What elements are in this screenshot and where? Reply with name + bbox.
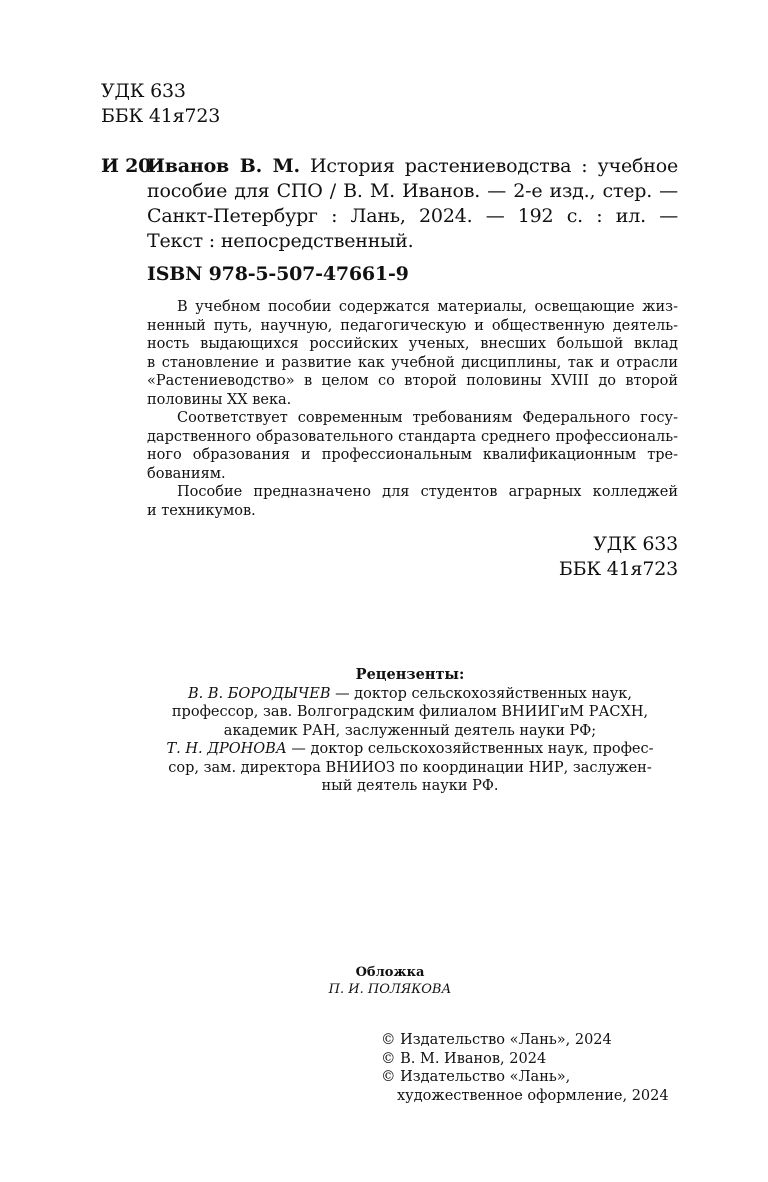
copyright-line-1: © Издательство «Лань», 2024 bbox=[381, 1032, 612, 1048]
annotation-p1-line: В учебном пособии содержатся материалы, освещающие жиз- bbox=[177, 299, 678, 315]
top-classification bbox=[101, 79, 220, 129]
annotation-p2-line: ного образования и профессиональным квалификационным тре- bbox=[147, 447, 678, 463]
cover-credit bbox=[290, 964, 490, 998]
annotation-p1-line: в становление и развитие как учебной дисциплины, так и отрасли bbox=[147, 354, 678, 371]
reviewer-2-title: — доктор сельскохозяйственных наук, профес- bbox=[286, 741, 654, 757]
bottom-udk: УДК 633 bbox=[593, 533, 678, 555]
annotation-p1-line: «Растениеводство» в целом со второй половины XVIII до второй bbox=[147, 373, 678, 389]
annotation bbox=[147, 298, 678, 520]
annotation-p2-line: Соответствует современным требованиям Федерального госу- bbox=[177, 410, 678, 426]
cover-label: Обложка bbox=[355, 965, 425, 980]
bottom-bbk: ББК 41я723 bbox=[558, 558, 678, 580]
copyright-line-4: художественное оформление, 2024 bbox=[397, 1087, 669, 1104]
copyright-block bbox=[381, 1031, 669, 1105]
reviewer-1-line-3: академик РАН, заслуженный деятель науки РФ; bbox=[223, 722, 597, 739]
reviewer-2-line-3: ный деятель науки РФ. bbox=[321, 778, 499, 794]
author-sign: И 20 bbox=[101, 155, 152, 177]
top-udk: УДК 633 bbox=[101, 80, 186, 102]
reviewer-1-title: — доктор сельскохозяйственных наук, bbox=[330, 685, 632, 702]
annotation-p1-line: ность выдающихся российских ученых, внесших большой вклад bbox=[147, 336, 678, 352]
bibliographic-record bbox=[147, 154, 678, 254]
annotation-p1-line: ненный путь, научную, педагогическую и общественную деятель- bbox=[147, 317, 678, 334]
biblio-author: Иванов В. М. bbox=[147, 155, 300, 177]
copyright-line-3: © Издательство «Лань», bbox=[381, 1069, 571, 1085]
bottom-classification bbox=[478, 532, 678, 582]
biblio-line-4: Текст : непосредственный. bbox=[147, 230, 414, 252]
reviewer-1-name: В. В. БОРОДЫЧЕВ bbox=[188, 685, 331, 702]
biblio-line-1 bbox=[147, 154, 678, 179]
annotation-p1-line: половины XX века. bbox=[147, 391, 292, 408]
reviewer-1-line-2: профессор, зав. Волгоградским филиалом ВНИИГиМ РАСХН, bbox=[171, 704, 649, 720]
isbn: ISBN 978-5-507-47661-9 bbox=[147, 263, 409, 285]
biblio-line-2: пособие для СПО / В. М. Иванов. — 2-е изд., стер. — bbox=[147, 180, 678, 202]
top-bbk: ББК 41я723 bbox=[101, 105, 221, 127]
biblio-title: История растениеводства : учебное bbox=[310, 155, 678, 177]
reviewer-2-line-1 bbox=[140, 740, 680, 759]
annotation-p2-line: дарственного образовательного стандарта среднего профессиональ- bbox=[147, 428, 678, 445]
reviewers-heading: Рецензенты: bbox=[355, 666, 465, 683]
copyright-line-2: © В. М. Иванов, 2024 bbox=[381, 1050, 547, 1067]
reviewers-block bbox=[140, 666, 680, 796]
annotation-p2-line: бованиям. bbox=[147, 465, 226, 482]
reviewer-1-line-1 bbox=[140, 685, 680, 704]
annotation-p3-line: Пособие предназначено для студентов аграрных колледжей bbox=[177, 484, 678, 500]
annotation-p3-line: и техникумов. bbox=[147, 502, 256, 519]
reviewer-2-line-2: сор, зам. директора ВНИИОЗ по координации НИР, заслужен- bbox=[168, 759, 652, 776]
cover-designer: П. И. ПОЛЯКОВА bbox=[328, 982, 452, 997]
biblio-line-3: Санкт-Петербург : Лань, 2024. — 192 с. : ил. — bbox=[147, 205, 678, 227]
reviewer-2-name: Т. Н. ДРОНОВА bbox=[166, 741, 287, 757]
